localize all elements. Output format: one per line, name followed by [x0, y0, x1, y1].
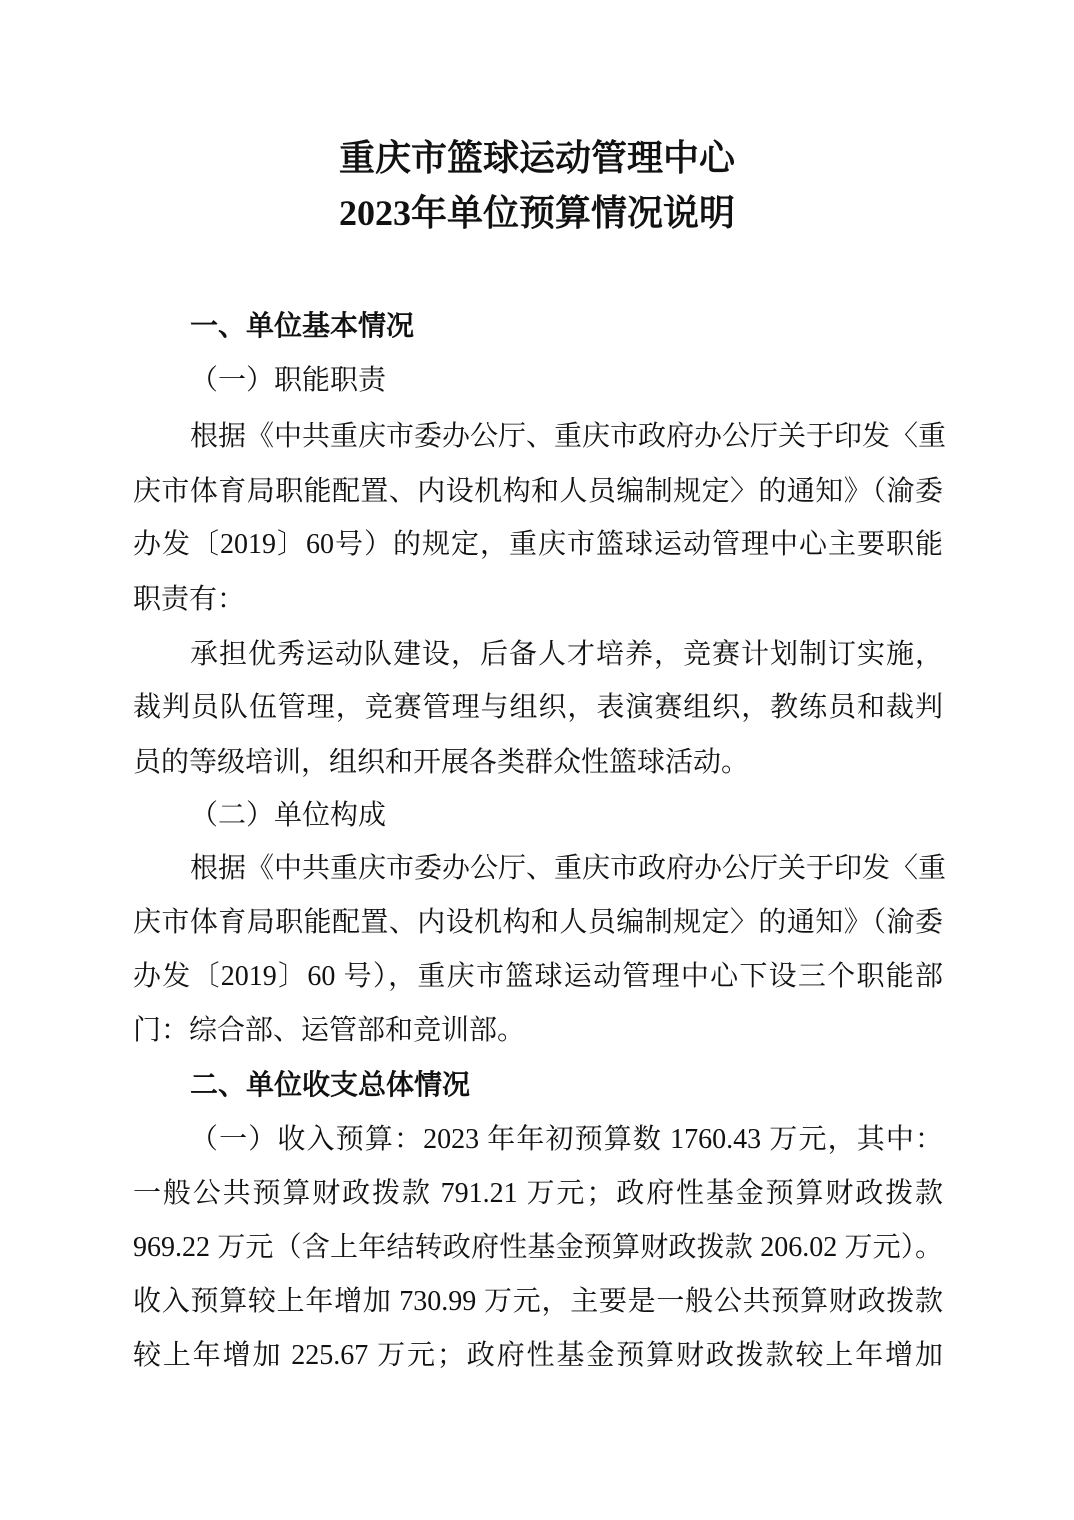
- title-line-1: 重庆市篮球运动管理中心: [338, 138, 735, 178]
- section-2-heading: 二、单位收支总体情况: [190, 1068, 471, 1101]
- text-line: 根据《中共重庆市委办公厅、重庆市政府办公厅关于印发〈重: [190, 421, 947, 452]
- section-1-heading: 一、单位基本情况: [190, 309, 415, 342]
- title-line-2: 2023年单位预算情况说明: [338, 193, 735, 233]
- text-line: 969.22 万元（含上年结转政府性基金预算财政拨款 206.02 万元）。: [133, 1232, 943, 1263]
- text-line: 办发〔2019〕60号）的规定，重庆市篮球运动管理中心主要职能: [133, 529, 943, 560]
- text-line: 一般公共预算财政拨款 791.21 万元；政府性基金预算财政拨款: [133, 1178, 943, 1209]
- subsection-2-heading: （二）单位构成: [190, 800, 387, 831]
- text-line: 门：综合部、运管部和竞训部。: [133, 1015, 526, 1046]
- text-line: 员的等级培训，组织和开展各类群众性篮球活动。: [133, 747, 750, 778]
- text-line: 根据《中共重庆市委办公厅、重庆市政府办公厅关于印发〈重: [190, 853, 947, 884]
- text-line: 收入预算较上年增加 730.99 万元，主要是一般公共预算财政拨款: [133, 1286, 943, 1317]
- text-line: 办发〔2019〕60 号），重庆市篮球运动管理中心下设三个职能部: [133, 961, 943, 992]
- text-line: （一）收入预算：2023 年年初预算数 1760.43 万元，其中：: [190, 1124, 943, 1155]
- text-line: 较上年增加 225.67 万元；政府性基金预算财政拨款较上年增加: [133, 1340, 943, 1371]
- subsection-1-heading: （一）职能职责: [190, 365, 387, 396]
- text-line: 职责有：: [133, 584, 246, 615]
- text-line: 庆市体育局职能配置、内设机构和人员编制规定〉的通知》（渝委: [133, 476, 943, 507]
- text-line: 裁判员队伍管理，竞赛管理与组织，表演赛组织，教练员和裁判: [133, 692, 943, 723]
- text-line: 承担优秀运动队建设，后备人才培养，竞赛计划制订实施，: [190, 639, 943, 670]
- text-line: 庆市体育局职能配置、内设机构和人员编制规定〉的通知》（渝委: [133, 907, 943, 938]
